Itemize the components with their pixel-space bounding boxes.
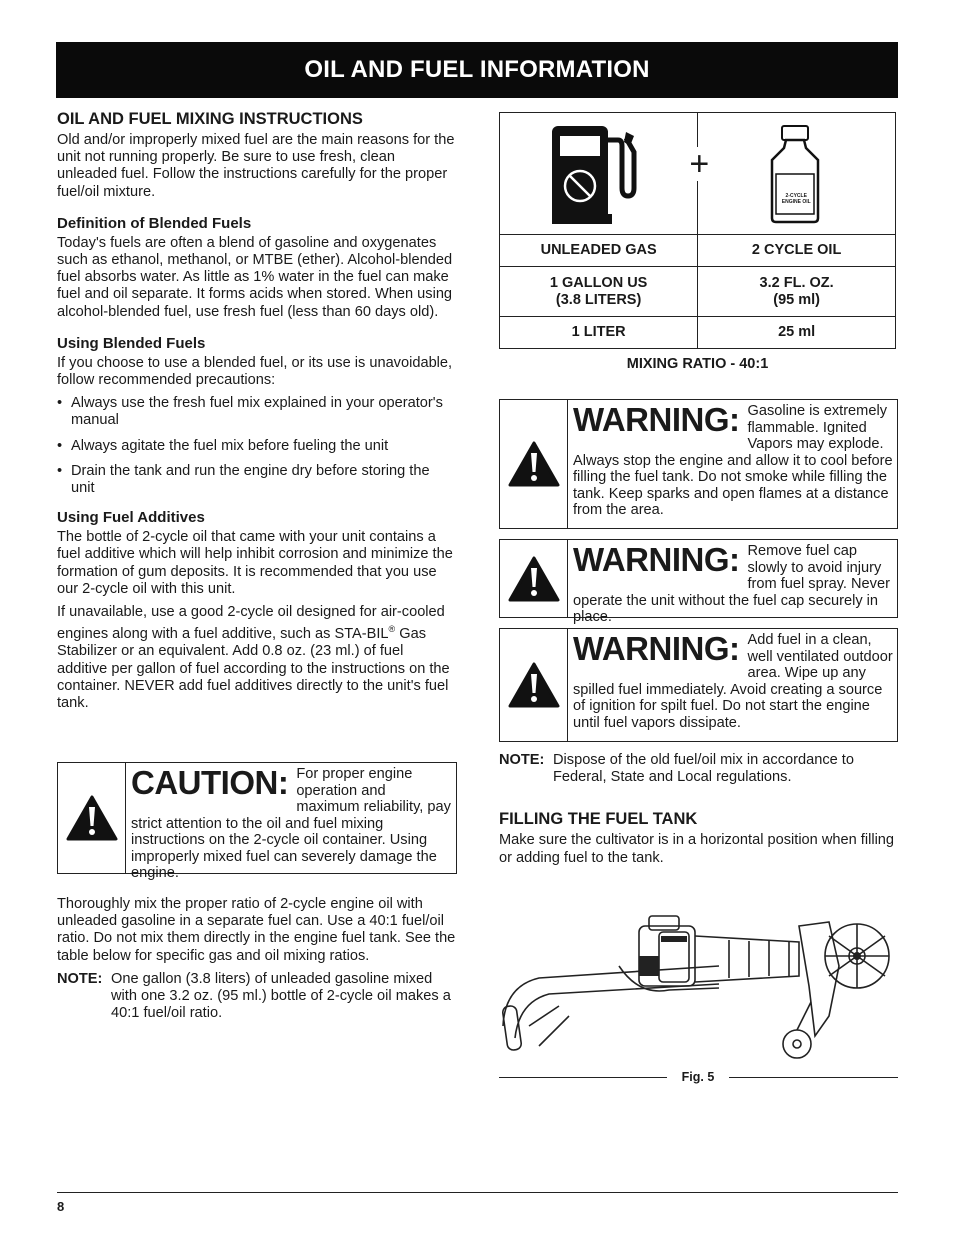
mix-paragraph: Thoroughly mix the proper ratio of 2-cycle engine oil with unleaded gasoline in a separate fuel can. Use a 40:1 fuel/oil ratio. Do not mix them directly in the engine fuel tank. See the table below for specific gas and oil mixing ratios.: [57, 896, 456, 964]
warning-word: WARNING:: [573, 630, 740, 667]
mixing-table: [499, 112, 896, 349]
col-header-gas: UNLEADED GAS: [500, 235, 698, 267]
warning-word: WARNING:: [573, 401, 740, 438]
warning-triangle-icon: [500, 540, 568, 617]
mix-section: [57, 896, 457, 1022]
cell-gallon: 1 GALLON US (3.8 LITERS): [500, 267, 698, 317]
footer-rule: [57, 1192, 898, 1193]
fuel-additives-paragraph-2: If unavailable, use a good 2-cycle oil designed for air-cooled engines along with a fuel additive, such as STA-BIL® Gas Stabilizer or an equivalent. Add 0.8 oz. (23 ml.) of fuel additive per gallon of fuel according to the instructions on the container. NEVER add fuel additives directly to the unit's fuel tank.: [57, 604, 450, 711]
note-one-gallon: NOTE: One gallon (3.8 liters) of unleaded gasoline mixed with one 3.2 oz. (95 ml.) bottle of 2-cycle oil makes a 40:1 fuel/oil ratio.: [57, 970, 451, 1022]
plus-sign: +: [689, 145, 710, 183]
cell-liter: 1 LITER: [500, 317, 698, 349]
filling-paragraph: Make sure the cultivator is in a horizontal position when filling or adding fuel to the tank.: [499, 832, 895, 866]
precaution-list: [57, 395, 457, 497]
oil-bottle-icon: [766, 124, 826, 224]
mixing-ratio: MIXING RATIO - 40:1: [626, 356, 769, 372]
warning-box-flammable: [499, 399, 898, 529]
gas-pump-icon: [550, 122, 660, 226]
gas-pump-cell: [500, 113, 710, 235]
warning-triangle-icon: [58, 763, 126, 873]
warning-text: Gasoline is extremely flammable. Ignited Vapors may explode. Always stop the engine and allow it to cool before filling the fuel tank. Do not smoke while filling the tank. Keep sparks and open flames at a distance from the area.: [573, 403, 893, 518]
intro-paragraph: Old and/or improperly mixed fuel are the main reasons for the unit not running properly. Be sure to use fresh, clean unleaded fuel. Follow the instructions carefully for the proper fuel/oil mixture.: [57, 132, 455, 200]
right-lower-section: [499, 752, 898, 867]
cell-ml: 25 ml: [698, 317, 896, 349]
oil-bottle-cell: [698, 113, 896, 235]
bottle-label: 2-CYCLE ENGINE OIL: [781, 193, 811, 205]
list-item: • Always agitate the fuel mix before fueling the unit: [57, 437, 389, 454]
blended-fuels-heading: Definition of Blended Fuels: [57, 214, 252, 232]
warning-text: Remove fuel cap slowly to avoid injury from fuel spray. Never operate the unit without the fuel cap securely in place.: [573, 543, 890, 625]
note-dispose: NOTE: Dispose of the old fuel/oil mix in accordance to Federal, State and Local regulations.: [499, 752, 854, 786]
fuel-additives-heading: Using Fuel Additives: [57, 509, 205, 527]
col-header-oil: 2 CYCLE OIL: [698, 235, 896, 267]
caution-box: [57, 762, 457, 881]
section-banner: [56, 42, 898, 98]
blended-fuels-paragraph: Today's fuels are often a blend of gasoline and oxygenates such as ethanol, methanol, or MTBE (ether). Alcohol-blended fuel absorbs water. As little as 1% water in the fuel can make fuel and oil separate. It forms acids when stored. When using alcohol-blended fuel, use fresh fuel (less than 60 days old).: [57, 234, 453, 320]
using-blended-paragraph: If you choose to use a blended fuel, or its use is unavoidable, follow recommended precautions:: [57, 354, 453, 389]
warning-text: Add fuel in a clean, well ventilated outdoor area. Wipe up any spilled fuel immediately. Avoid creating a source of ignition for spilt fuel. Do not start the engine until fuel vapors dissipate.: [573, 632, 893, 731]
caution-word: CAUTION:: [131, 764, 289, 801]
warning-triangle-icon: [500, 629, 568, 741]
left-column: [57, 110, 457, 712]
warning-box-fuel-cap: [499, 539, 898, 625]
using-blended-heading: Using Blended Fuels: [57, 334, 206, 352]
cultivator-illustration: [499, 906, 899, 1066]
warning-box-ventilation: [499, 628, 898, 742]
mixing-instructions-heading: OIL AND FUEL MIXING INSTRUCTIONS: [57, 110, 363, 128]
banner-title: OIL AND FUEL INFORMATION: [304, 56, 650, 83]
list-item: • Drain the tank and run the engine dry before storing the unit: [57, 462, 430, 497]
page-number: 8: [57, 1199, 65, 1214]
cell-floz: 3.2 FL. OZ. (95 ml): [698, 267, 896, 317]
list-item: • Always use the fresh fuel mix explained in your operator's manual: [57, 395, 443, 429]
caution-text: For proper engine operation and maximum reliability, pay strict attention to the oil and fuel mixing instructions on the 2-cycle oil container. Using improperly mixed fuel can severely damage the engine.: [131, 766, 451, 881]
warning-word: WARNING:: [573, 541, 740, 578]
figure-caption: Fig. 5: [681, 1070, 715, 1084]
warning-triangle-icon: [500, 400, 568, 528]
filling-heading: FILLING THE FUEL TANK: [499, 810, 698, 829]
figure-rule-left: [499, 1077, 667, 1078]
fuel-additives-paragraph-1: The bottle of 2-cycle oil that came with your unit contains a fuel additive which will help inhibit corrosion and minimize the formation of gum deposits. It is recommended that you use our 2-cycle oil with this unit.: [57, 529, 453, 597]
figure-rule-right: [729, 1077, 898, 1078]
